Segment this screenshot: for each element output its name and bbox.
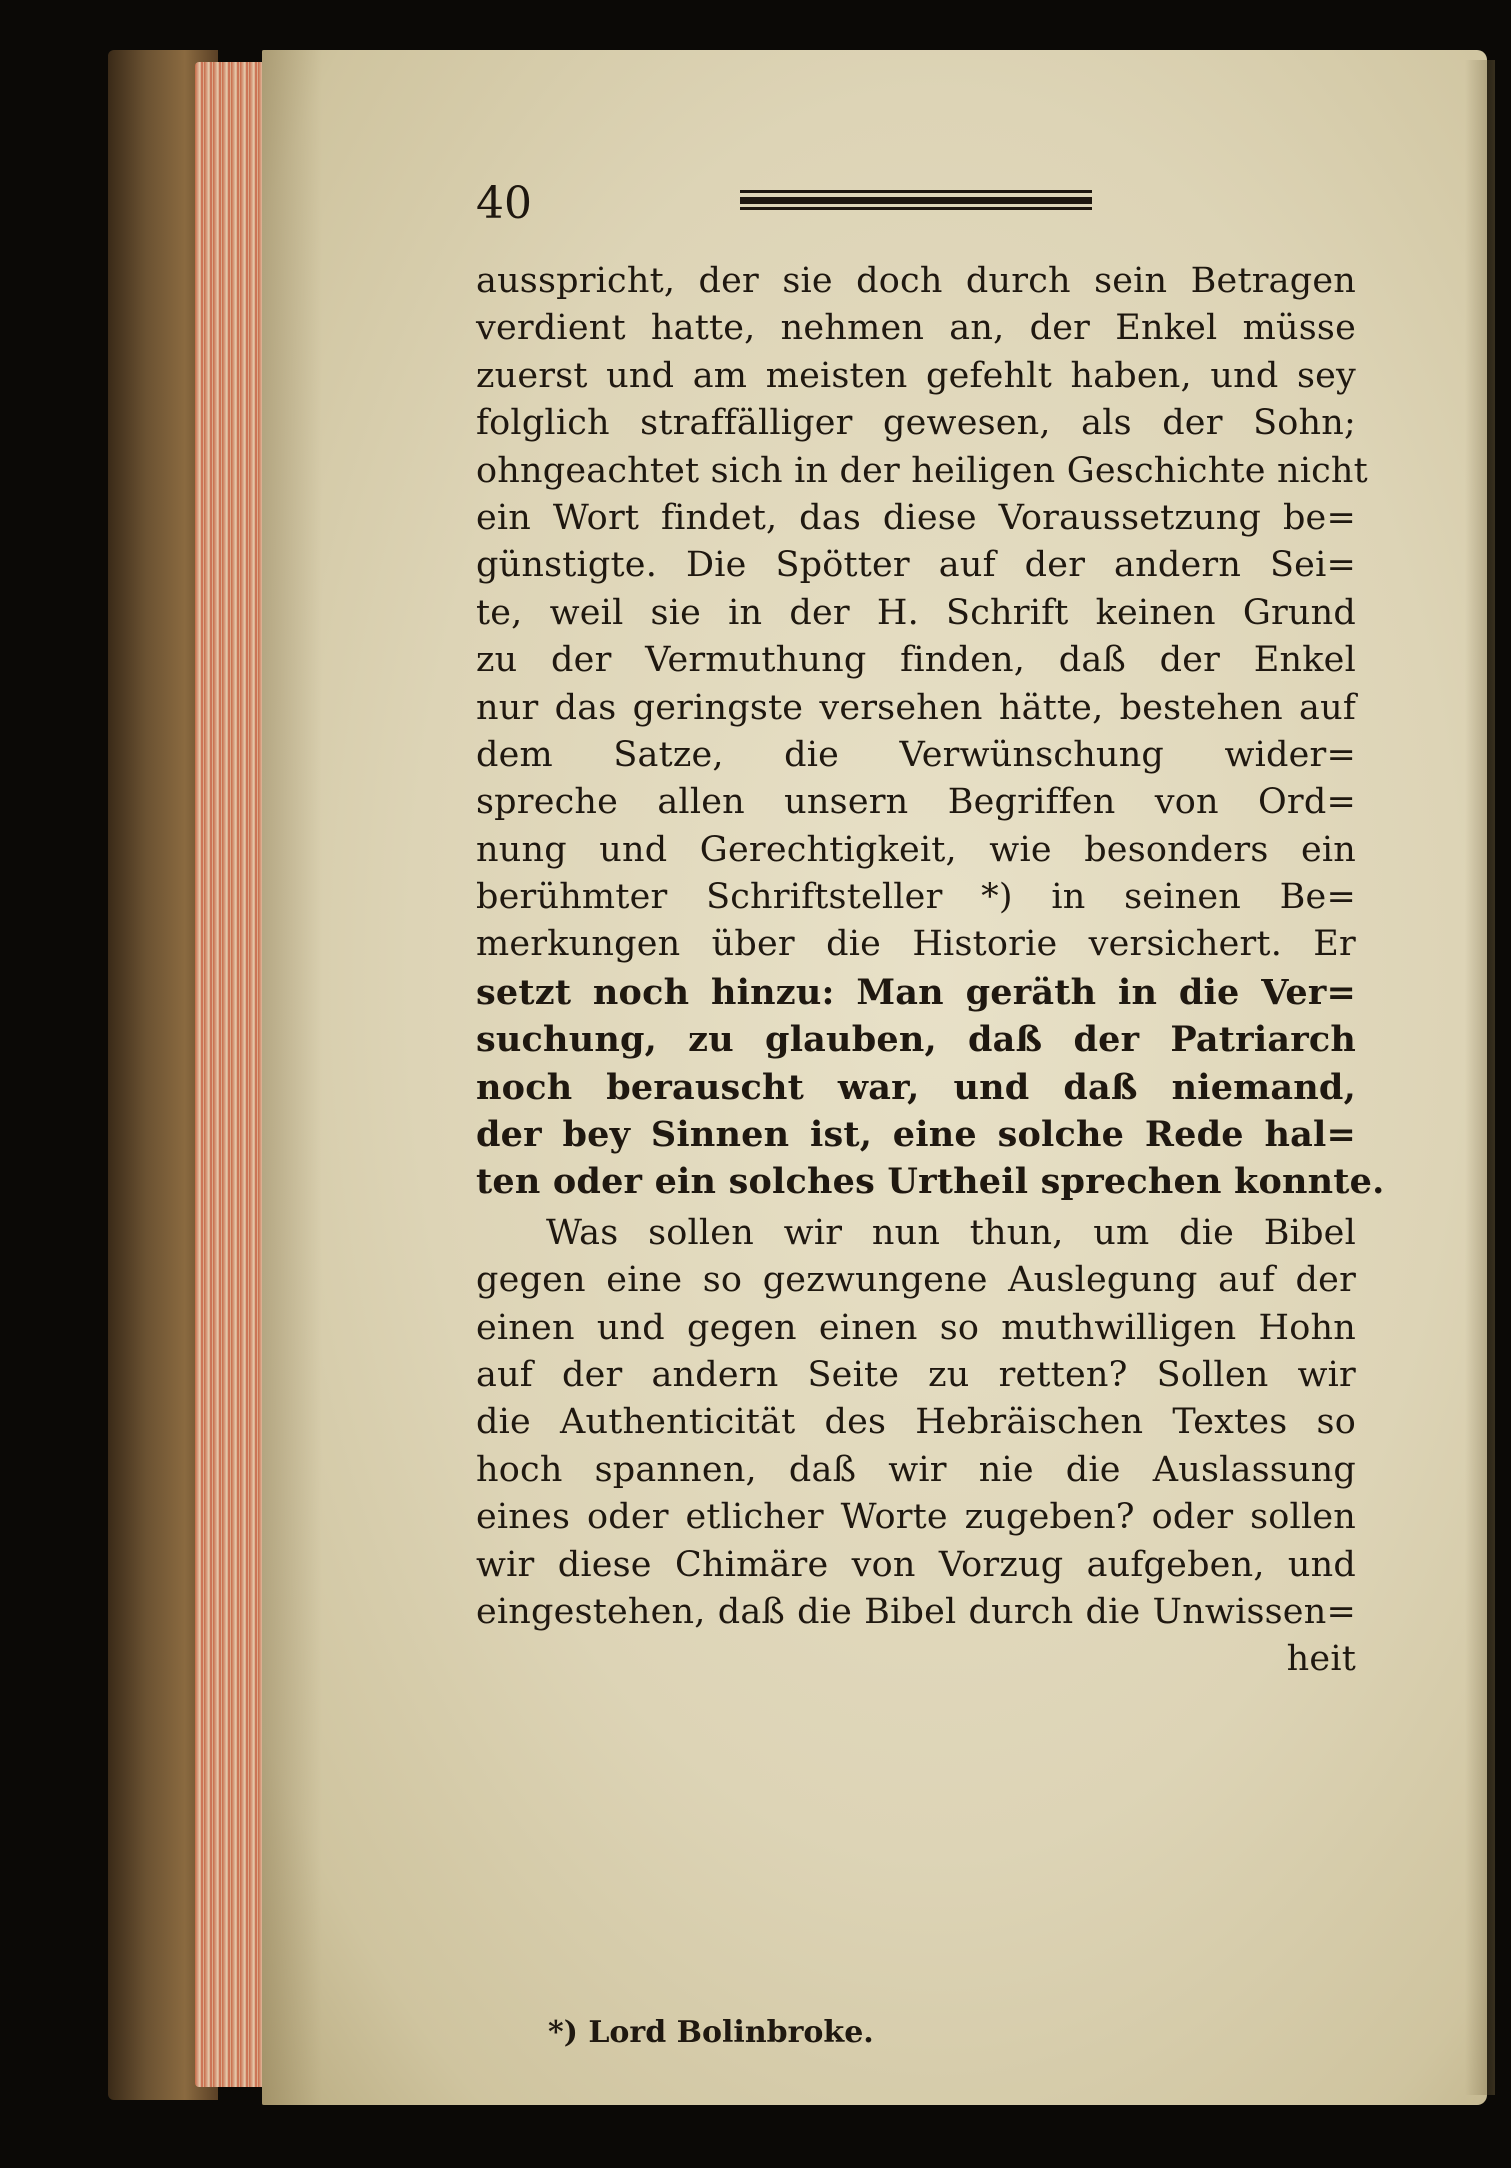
catchword: heit [1286,1639,1356,1680]
text-line: einen und gegen einen so muthwilligen Hohn [476,1307,1356,1348]
text-line-emphasis: der bey Sinnen ist, eine solche Rede hal= [476,1114,1356,1156]
text-line-emphasis: ten oder ein solches Urtheil sprechen konnte. [476,1161,1385,1203]
text-line-emphasis: setzt noch hinzu: Man geräth in die Ver= [476,971,1356,1013]
text-line: berühmter Schriftsteller *) in seinen Be= [476,877,1356,918]
text-line: eines oder etlicher Worte zugeben? oder sollen [476,1497,1356,1538]
text-line: te, weil sie in der H. Schrift keinen Grund [476,592,1356,633]
text-line: günstigte. Die Spötter auf der andern Sei= [476,545,1356,586]
text-line: ausspricht, der sie doch durch sein Betragen [476,261,1356,301]
text-line: spreche allen unsern Begriffen von Ord= [476,782,1356,823]
text-line: Was sollen wir nun thun, um die Bibel [546,1212,1356,1253]
text-line: gegen eine so gezwungene Auslegung auf der [476,1260,1356,1301]
gutter-shadow [262,50,322,2105]
header-rule [740,190,1092,212]
text-line: dem Satze, die Verwünschung wider= [476,734,1356,775]
text-line: merkungen über die Historie versichert. Er [476,924,1356,965]
paragraph-1 [476,258,1385,1206]
text-line: verdient hatte, nehmen an, der Enkel müsse [476,308,1356,349]
text-line-emphasis: suchung, zu glauben, daß der Patriarch [476,1019,1356,1061]
text-line: hoch spannen, daß wir nie die Auslassung [476,1449,1356,1490]
text-line: nur das geringste versehen hätte, bestehen auf [476,687,1356,728]
text-line: wir diese Chimäre von Vorzug aufgeben, und [476,1544,1356,1585]
text-line: auf der andern Seite zu retten? Sollen wir [476,1354,1356,1395]
text-line: eingestehen, daß die Bibel durch die Unwissen= [476,1591,1356,1632]
text-line: zu der Vermuthung finden, daß der Enkel [476,640,1356,681]
text-line: ohngeachtet sich in der heiligen Geschichte nicht [476,450,1368,491]
text-line: folglich straffälliger gewesen, als der Sohn; [476,403,1356,444]
page-right-edge [1465,60,1495,2095]
body-text [476,258,1385,1684]
footnote: *) Lord Bolinbroke. [548,2015,874,2050]
paragraph-2 [476,1210,1356,1684]
text-line: nung und Gerechtigkeit, wie besonders ein [476,829,1356,870]
text-line-emphasis: noch berauscht war, und daß niemand, [476,1066,1356,1108]
text-line: die Authenticität des Hebräischen Textes so [476,1402,1356,1443]
text-line: ein Wort findet, das diese Voraussetzung be= [476,497,1356,538]
text-line: zuerst und am meisten gefehlt haben, und sey [476,355,1356,396]
page-number: 40 [476,178,532,229]
